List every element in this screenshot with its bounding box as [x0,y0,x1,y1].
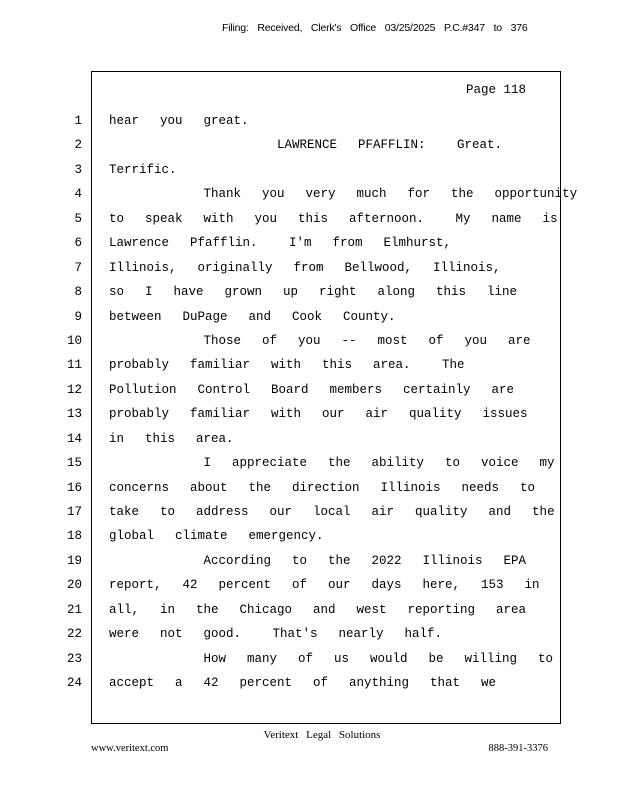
transcript-line [0,500,618,524]
transcript-line [0,256,618,280]
transcript-line [0,378,618,402]
line-number: 22 [66,627,82,642]
line-text: probably familiar with this area. The [109,358,465,373]
line-text: concerns about the direction Illinois needs to [109,480,536,495]
line-number: 14 [66,431,82,446]
line-text: According to the 2022 Illinois EPA [109,553,527,568]
line-text: to speak with you this afternoon. My name is [109,211,558,226]
line-number: 7 [74,260,82,275]
footer-phone: 888-391-3376 [488,743,548,754]
line-number: 5 [74,211,82,226]
line-number: 16 [66,480,82,495]
line-text: Lawrence Pfafflin. I'm from Elmhurst, [109,236,452,251]
line-text: report, 42 percent of our days here, 153 in [109,578,540,593]
line-text: between DuPage and Cook County. [109,309,396,324]
line-text: Illinois, originally from Bellwood, Illinois, [109,260,501,275]
line-number: 18 [66,529,82,544]
line-text: LAWRENCE PFAFFLIN: Great. [109,138,503,153]
transcript-line [0,524,618,548]
line-number: 12 [66,382,82,397]
line-number: 17 [66,505,82,519]
footer-company: Veritext Legal Solutions [263,729,381,741]
line-number: 24 [66,676,82,691]
transcript-line [0,353,618,377]
line-number: 23 [66,651,82,666]
line-text: I appreciate the ability to voice my [109,456,555,471]
line-text: Pollution Control Board members certainly are [109,382,515,397]
line-number: 2 [74,138,82,153]
footer-website: www.veritext.com [91,743,169,754]
line-text: global climate emergency. [109,529,324,544]
transcript-line [0,573,618,597]
page-number: Page 118 [465,83,526,97]
line-number: 21 [66,602,82,617]
transcript-line [0,158,618,182]
transcript-line [0,598,618,622]
line-number: 6 [74,236,82,251]
transcript-line [0,231,618,255]
line-text: How many of us would be willing to [109,651,554,666]
line-text: probably familiar with our air quality issues [109,407,528,422]
line-text: take to address our local air quality and the [109,505,555,519]
transcript-line [0,476,618,500]
line-text: Thank you very much for the opportunity [109,187,578,202]
line-number: 9 [74,309,82,324]
transcript-line [0,671,618,695]
line-text: so I have grown up right along this line [109,285,518,300]
line-text: hear you great. [109,114,249,128]
transcript-line [0,207,618,231]
transcript-line [0,280,618,304]
line-number: 1 [74,114,82,128]
transcript-line [0,427,618,451]
line-text: Those of you -- most of you are [109,333,531,348]
filing-stamp: Filing: Received, Clerk's Office 03/25/2025 P.C.#347 to 376 [222,22,528,34]
transcript-line [0,305,618,329]
transcript-line [0,647,618,671]
line-number: 20 [66,578,82,593]
line-text: in this area. [109,431,234,446]
line-text: all, in the Chicago and west reporting area [109,602,527,617]
line-number: 10 [66,333,82,348]
line-text: were not good. That's nearly half. [109,627,443,642]
line-text: accept a 42 percent of anything that we [109,676,497,691]
line-number: 3 [74,162,82,177]
transcript-line [0,451,618,475]
transcript-line [0,402,618,426]
line-number: 15 [66,456,82,471]
transcript-line [0,549,618,573]
transcript-line [0,109,618,133]
line-number: 11 [66,358,82,373]
line-text: Terrific. [109,162,177,177]
line-number: 19 [66,553,82,568]
transcript-line [0,182,618,206]
transcript-line [0,622,618,646]
line-number: 13 [66,407,82,422]
line-number: 8 [74,285,82,300]
transcript-lines [0,109,618,696]
transcript-line [0,329,618,353]
line-number: 4 [74,187,82,202]
transcript-line [0,133,618,157]
